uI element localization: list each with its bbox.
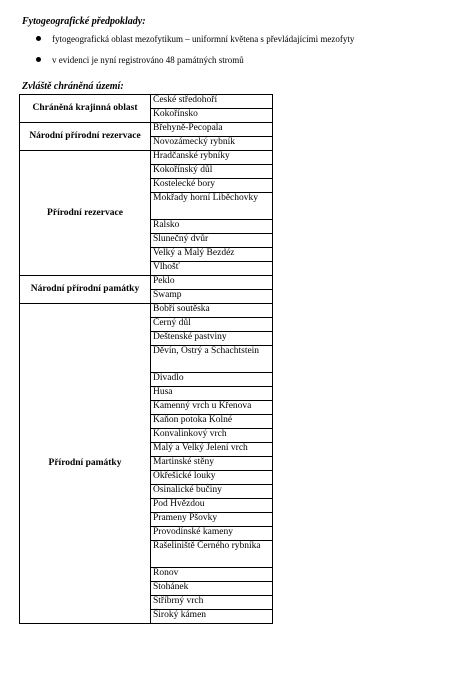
site-cell: Kokořínsko	[151, 109, 273, 123]
site-cell: Okřešické louky	[151, 471, 273, 485]
site-cell: Malý a Velký Jelení vrch	[151, 443, 273, 457]
site-cell: Široký kámen	[151, 610, 273, 624]
site-cell: Novozámecký rybník	[151, 137, 273, 151]
site-cell: Kostelecké bory	[151, 179, 273, 193]
category-cell: Národní přírodní rezervace	[20, 123, 151, 151]
site-cell: Kamenný vrch u Křenova	[151, 401, 273, 415]
category-cell: Chráněná krajinná oblast	[20, 95, 151, 123]
table-row	[20, 304, 273, 318]
site-cell: Kaňon potoka Kolné	[151, 415, 273, 429]
site-cell: Rašeliniště Černého rybníka	[151, 541, 273, 568]
table-row	[20, 276, 273, 290]
site-cell: Provodínské kameny	[151, 527, 273, 541]
site-cell: Swamp	[151, 290, 273, 304]
site-cell: Husa	[151, 387, 273, 401]
site-cell: Prameny Pšovky	[151, 513, 273, 527]
category-cell: Přírodní rezervace	[20, 151, 151, 276]
category-cell: Národní přírodní památky	[20, 276, 151, 304]
site-cell: Mokřady horní Liběchovky	[151, 193, 273, 220]
bullet-item	[36, 33, 354, 45]
category-cell: Přírodní památky	[20, 304, 151, 624]
site-cell: Vlhošť	[151, 262, 273, 276]
table-row	[20, 95, 273, 109]
site-cell: Stříbrný vrch	[151, 596, 273, 610]
site-cell: Ronov	[151, 568, 273, 582]
bullet-item	[36, 54, 244, 66]
site-cell: Deštenské pastviny	[151, 332, 273, 346]
site-cell: Pod Hvězdou	[151, 499, 273, 513]
site-cell: Martinské stěny	[151, 457, 273, 471]
table-row	[20, 123, 273, 137]
bullet-text: v evidenci je nyní registrováno 48 památných stromů	[52, 55, 244, 65]
table-row	[20, 151, 273, 165]
site-cell: Hradčanské rybníky	[151, 151, 273, 165]
site-cell: Konvalinkový vrch	[151, 429, 273, 443]
site-cell: Osinalické bučiny	[151, 485, 273, 499]
site-cell: Kokořínský důl	[151, 165, 273, 179]
bullet-icon	[36, 36, 41, 41]
bullet-text: fytogeografická oblast mezofytikum – uniformní květena s převládajícími mezofyty	[52, 34, 355, 44]
site-cell: Peklo	[151, 276, 273, 290]
protected-areas-table	[19, 94, 273, 624]
site-cell: Stohánek	[151, 582, 273, 596]
site-cell: Černý důl	[151, 318, 273, 332]
bullet-icon	[36, 57, 41, 62]
site-cell: Ralsko	[151, 220, 273, 234]
site-cell: České středohoří	[151, 95, 273, 109]
site-cell: Břehyně-Pecopala	[151, 123, 273, 137]
phyto-heading: Fytogeografické předpoklady:	[22, 16, 146, 27]
site-cell: Děvín, Ostrý a Schachtstein	[151, 346, 273, 373]
site-cell: Bobří soutěska	[151, 304, 273, 318]
site-cell: Divadlo	[151, 373, 273, 387]
site-cell: Velký a Malý Bezdéz	[151, 248, 273, 262]
protected-heading: Zvláště chráněná území:	[22, 81, 124, 92]
protected-areas-table-body	[20, 95, 273, 624]
site-cell: Slunečný dvůr	[151, 234, 273, 248]
